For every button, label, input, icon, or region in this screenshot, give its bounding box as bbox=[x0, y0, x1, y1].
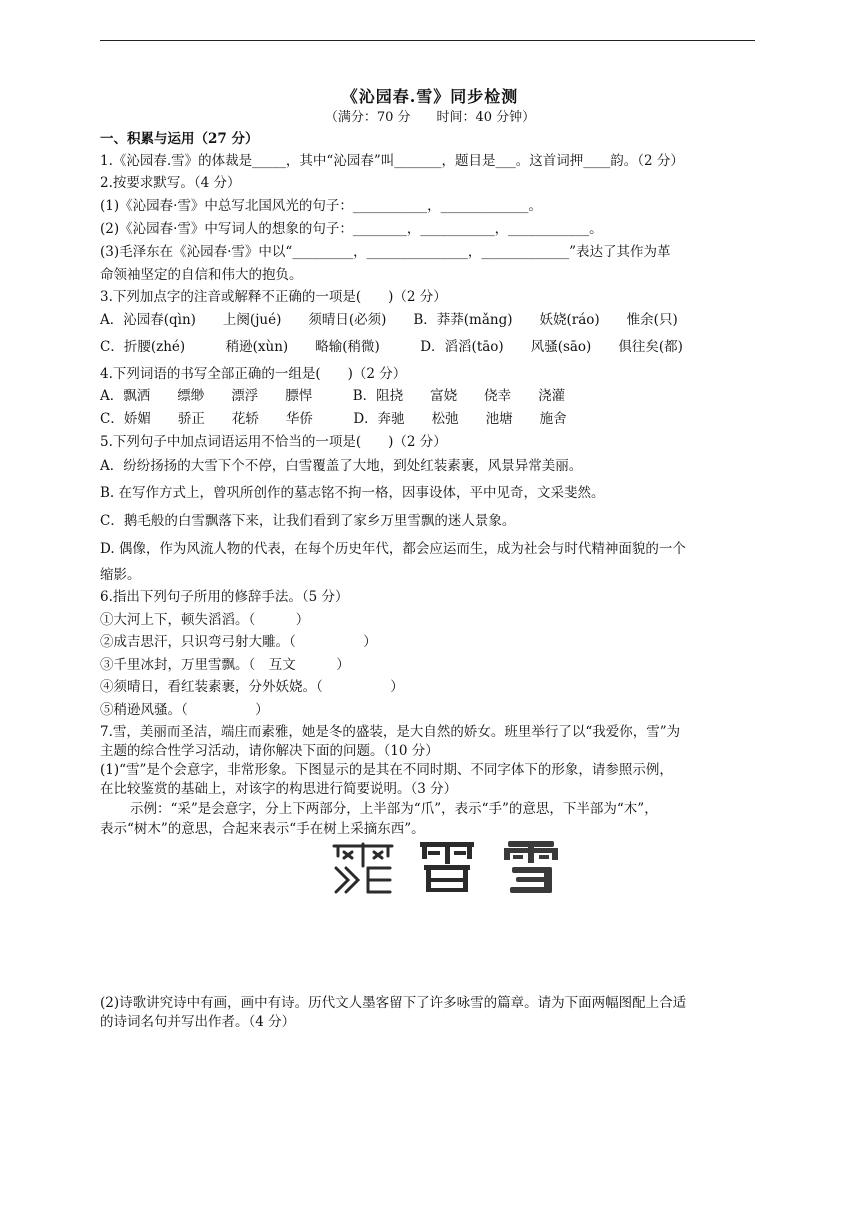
page-subtitle: （满分：70 分 时间：40 分钟） bbox=[324, 110, 536, 125]
question-6-item-2: ②成吉思汗，只识弯弓射大雕。（ ） bbox=[100, 634, 377, 650]
question-7-2-cont: 的诗词名句并写出作者。（4 分） bbox=[100, 1014, 296, 1030]
example-text: 示例：“采”是会意字，分上下两部分，上半部为“爪”，表示“手”的意思，下半部为“木”， bbox=[130, 801, 658, 817]
snow-seal-script-image bbox=[328, 838, 398, 896]
question-5-option-b: B. 在写作方式上，曾巩所创作的墓志铭不拘一格，因事设体，平中见奇，文采斐然。 bbox=[100, 485, 605, 501]
question-4: 4.下列词语的书写全部正确的一组是( )（2 分） bbox=[100, 366, 407, 382]
question-2-1: (1)《沁园春·雪》中总写北国风光的句子：___________，_____________。 bbox=[100, 198, 542, 214]
question-1: 1.《沁园春.雪》的体裁是_____，其中“沁园春”叫_______，题目是___。这首词押____韵。（2 分） bbox=[100, 153, 684, 169]
question-4-options-cd: C．娇媚 骄正 花轿 华侨 D．奔驰 松弛 池塘 施舍 bbox=[100, 411, 567, 427]
question-6-item-5: ⑤稍逊风骚。（ ） bbox=[100, 702, 269, 718]
question-6-item-1: ①大河上下，顿失滔滔。（ ） bbox=[100, 612, 310, 628]
question-5-option-c: C．鹅毛般的白雪飘落下来，让我们看到了家乡万里雪飘的迷人景象。 bbox=[100, 513, 516, 529]
question-2-3: (3)毛泽东在《沁园春·雪》中以“_________，_______________，_____________”表达了其作为革 bbox=[100, 244, 671, 260]
snow-modern-form-image bbox=[500, 838, 562, 896]
question-6-item-4: ④须晴日，看红装素裹，分外妖娆。（ ） bbox=[100, 679, 404, 695]
question-3: 3.下列加点字的注音或解释不正确的一项是( )（2 分） bbox=[100, 289, 447, 305]
snow-traditional-form-image bbox=[414, 838, 480, 896]
question-7-2: (2)诗歌讲究诗中有画，画中有诗。历代文人墨客留下了许多咏雪的篇章。请为下面两幅图配上合适 bbox=[100, 995, 687, 1011]
page-title: 《沁园春.雪》同步检测 bbox=[341, 87, 519, 106]
section-heading: 一、积累与运用（27 分） bbox=[100, 131, 259, 147]
question-5-option-a: A．纷纷扬扬的大雪下个不停，白雪覆盖了大地，到处红装素裹，风景异常美丽。 bbox=[100, 458, 583, 474]
question-4-options-ab: A．飘洒 缥缈 漂浮 膘悍 B．阻挠 富娆 侥幸 浇灌 bbox=[100, 388, 566, 404]
question-2-3-cont: 命领袖坚定的自信和伟大的抱负。 bbox=[100, 267, 303, 283]
question-6-item-3: ③千里冰封，万里雪飘。（ 互文 ） bbox=[100, 657, 350, 673]
question-7-1-cont: 在比较鉴赏的基础上，对该字的构思进行简要说明。（3 分） bbox=[100, 781, 458, 797]
question-2: 2.按要求默写。（4 分） bbox=[100, 175, 241, 191]
header-rule bbox=[100, 40, 755, 41]
question-3-options-cd: C．折腰(zhé) 稍逊(xùn) 略输(稍微) D．滔滔(tāo) 风骚(sāo) 俱往矣(都) bbox=[100, 339, 683, 355]
question-2-2: (2)《沁园春·雪》中写词人的想象的句子：________，___________，____________。 bbox=[100, 221, 603, 237]
question-5-option-d: D. 偶像，作为风流人物的代表，在每个历史年代，都会应运而生，成为社会与时代精神面貌的一个 bbox=[100, 541, 686, 557]
question-5: 5.下列句子中加点词语运用不恰当的一项是( )（2 分） bbox=[100, 434, 447, 450]
question-5-option-d-cont: 缩影。 bbox=[100, 567, 141, 583]
question-7-cont: 主题的综合性学习活动，请你解决下面的问题。（10 分） bbox=[100, 743, 439, 759]
example-text-cont: 表示“树木”的意思，合起来表示“手在树上采摘东西”。 bbox=[100, 821, 425, 837]
question-3-options-ab: A．沁园春(qìn) 上阕(jué) 须晴日(必须) B．莽莽(mǎng) 妖娆(ráo) 惟余(只) bbox=[100, 312, 678, 328]
question-7-1: (1)“雪”是个会意字，非常形象。下图显示的是其在不同时期、不同字体下的形象，请参照示例， bbox=[100, 762, 673, 778]
question-7: 7.雪，美丽而圣洁，端庄而素雅，她是冬的盛装，是大自然的娇女。班里举行了以“我爱你，雪”为 bbox=[100, 724, 681, 740]
question-6: 6.指出下列句子所用的修辞手法。（5 分） bbox=[100, 589, 349, 605]
